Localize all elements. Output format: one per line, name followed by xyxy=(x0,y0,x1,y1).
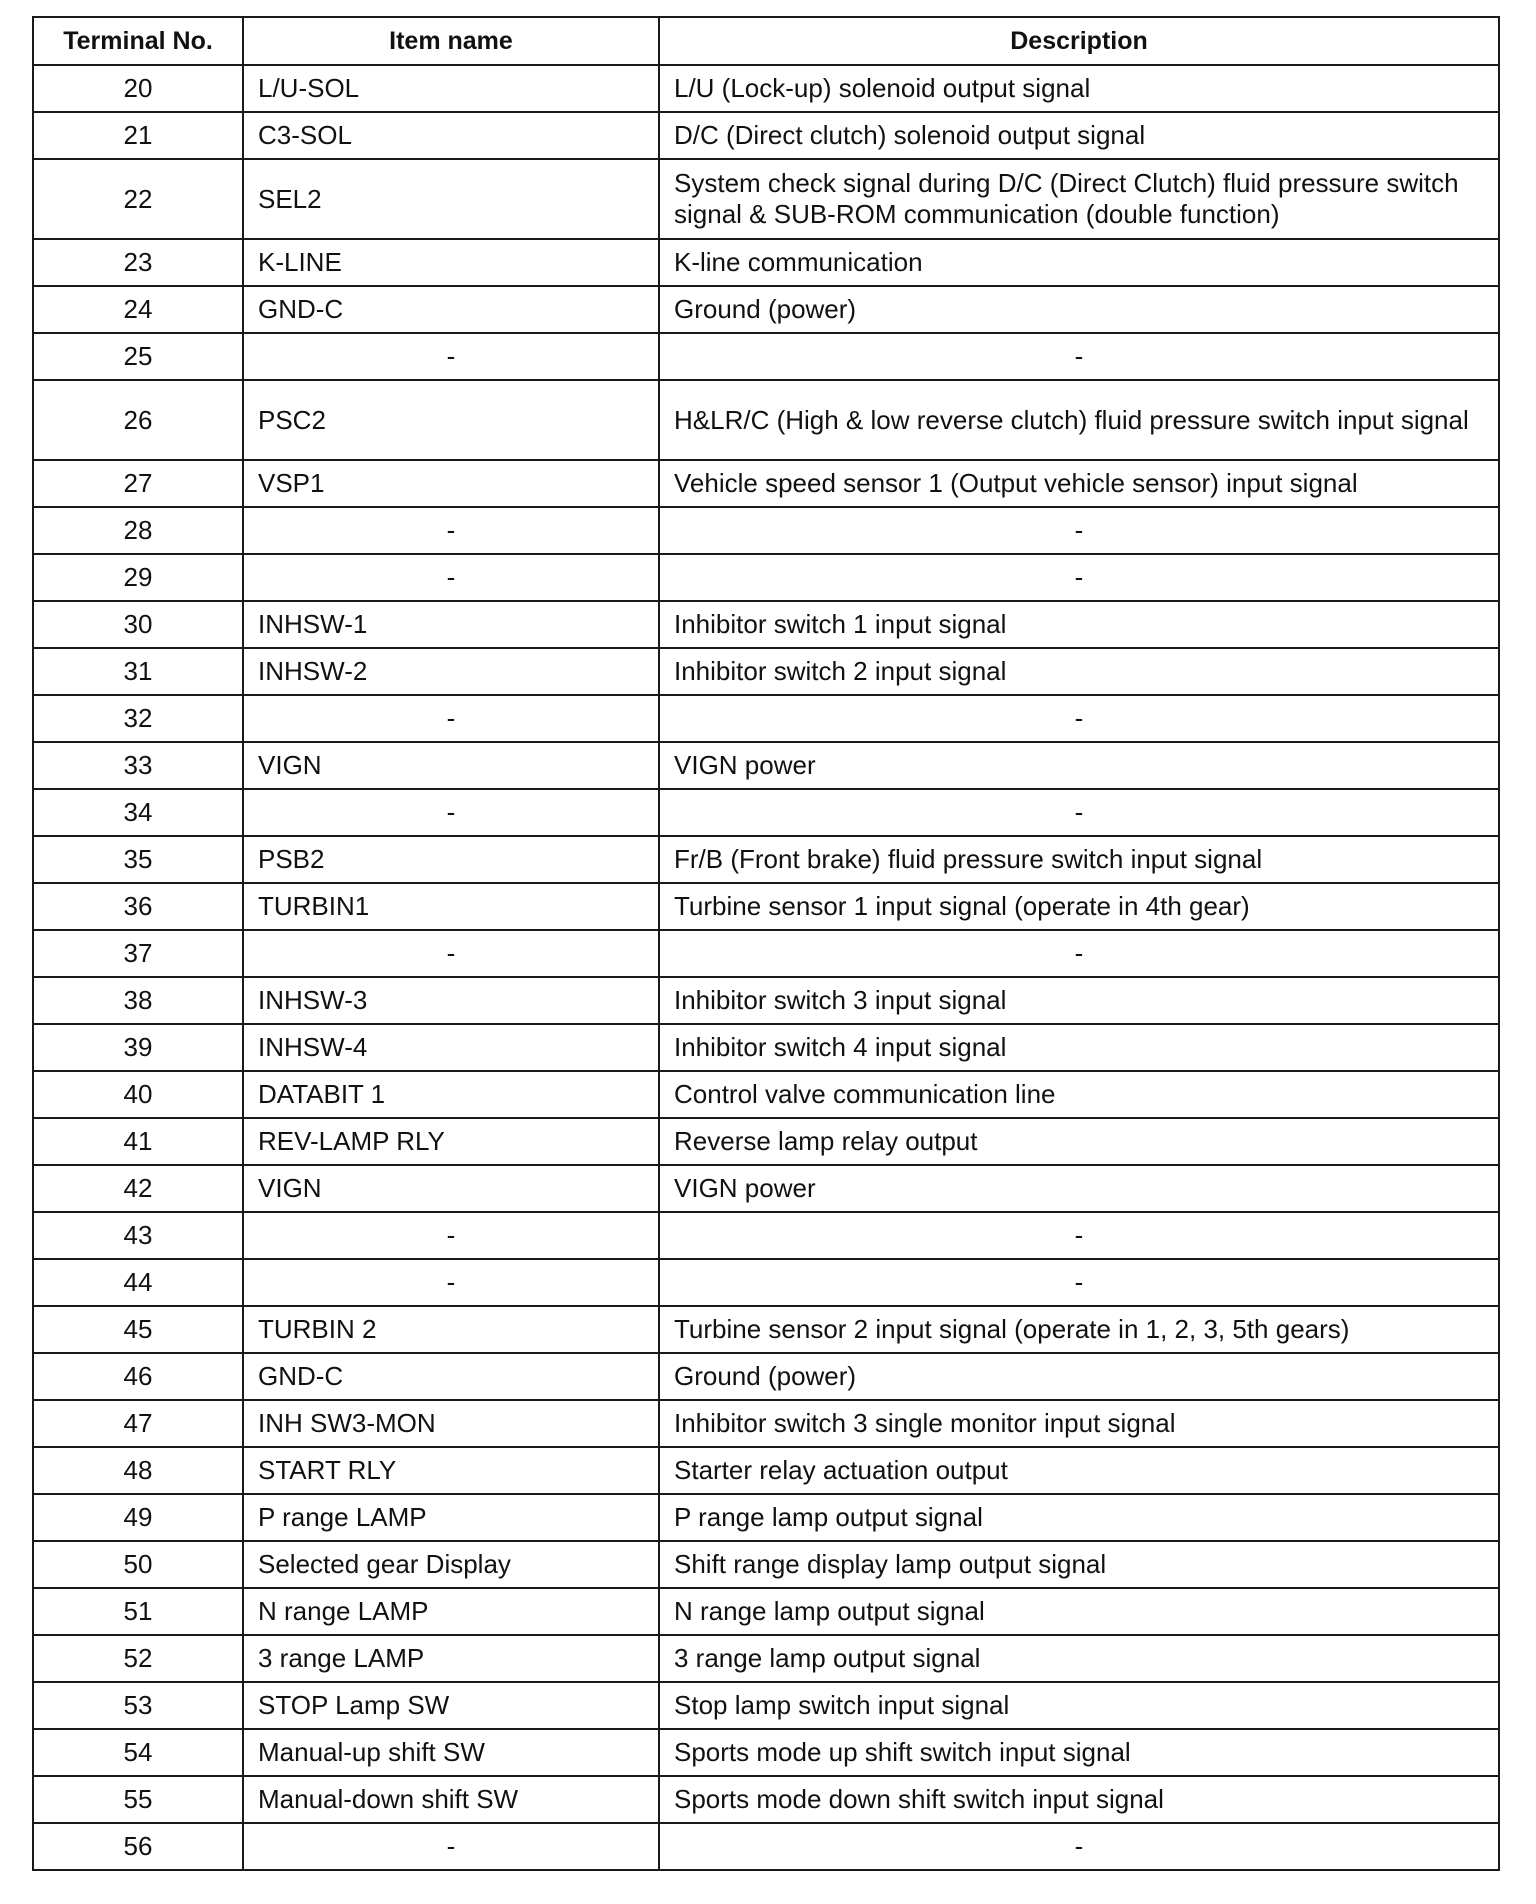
table-row xyxy=(33,789,1499,836)
description: K-line communication xyxy=(659,239,1499,286)
terminal-number: 25 xyxy=(33,333,243,380)
terminal-number: 23 xyxy=(33,239,243,286)
item-name: - xyxy=(243,1259,659,1306)
table-row xyxy=(33,836,1499,883)
table-row xyxy=(33,507,1499,554)
description: Fr/B (Front brake) fluid pressure switch input signal xyxy=(659,836,1499,883)
description: Vehicle speed sensor 1 (Output vehicle sensor) input signal xyxy=(659,460,1499,507)
table-row xyxy=(33,1447,1499,1494)
terminal-number: 45 xyxy=(33,1306,243,1353)
table-row xyxy=(33,1071,1499,1118)
item-name: VIGN xyxy=(243,1165,659,1212)
table-row xyxy=(33,1541,1499,1588)
item-name: P range LAMP xyxy=(243,1494,659,1541)
terminal-number: 42 xyxy=(33,1165,243,1212)
item-name: - xyxy=(243,507,659,554)
description: Turbine sensor 2 input signal (operate in 1, 2, 3, 5th gears) xyxy=(659,1306,1499,1353)
terminal-number: 32 xyxy=(33,695,243,742)
terminal-number: 50 xyxy=(33,1541,243,1588)
description: Sports mode up shift switch input signal xyxy=(659,1729,1499,1776)
item-name: - xyxy=(243,333,659,380)
header-terminal-no: Terminal No. xyxy=(33,17,243,65)
description: - xyxy=(659,333,1499,380)
terminal-number: 35 xyxy=(33,836,243,883)
terminal-number: 49 xyxy=(33,1494,243,1541)
terminal-number: 36 xyxy=(33,883,243,930)
terminal-number: 47 xyxy=(33,1400,243,1447)
table-row xyxy=(33,460,1499,507)
item-name: REV-LAMP RLY xyxy=(243,1118,659,1165)
item-name: TURBIN1 xyxy=(243,883,659,930)
item-name: - xyxy=(243,1212,659,1259)
table-row xyxy=(33,1635,1499,1682)
item-name: VSP1 xyxy=(243,460,659,507)
terminal-number: 37 xyxy=(33,930,243,977)
terminal-number: 51 xyxy=(33,1588,243,1635)
description: P range lamp output signal xyxy=(659,1494,1499,1541)
table-row xyxy=(33,1729,1499,1776)
description: - xyxy=(659,507,1499,554)
terminal-number: 21 xyxy=(33,112,243,159)
table-row xyxy=(33,159,1499,239)
table-row xyxy=(33,380,1499,460)
table-row xyxy=(33,1306,1499,1353)
terminal-number: 39 xyxy=(33,1024,243,1071)
item-name: C3-SOL xyxy=(243,112,659,159)
terminal-number: 27 xyxy=(33,460,243,507)
table-row xyxy=(33,286,1499,333)
table-row xyxy=(33,742,1499,789)
description: Inhibitor switch 3 single monitor input signal xyxy=(659,1400,1499,1447)
header-row xyxy=(33,17,1499,65)
item-name: PSC2 xyxy=(243,380,659,460)
table-row xyxy=(33,239,1499,286)
item-name: - xyxy=(243,789,659,836)
terminal-number: 38 xyxy=(33,977,243,1024)
table-row xyxy=(33,648,1499,695)
item-name: PSB2 xyxy=(243,836,659,883)
table-row xyxy=(33,1259,1499,1306)
description: Starter relay actuation output xyxy=(659,1447,1499,1494)
terminal-number: 20 xyxy=(33,65,243,112)
table-row xyxy=(33,1212,1499,1259)
table-row xyxy=(33,65,1499,112)
item-name: INHSW-4 xyxy=(243,1024,659,1071)
item-name: L/U-SOL xyxy=(243,65,659,112)
table-row xyxy=(33,1024,1499,1071)
terminal-number: 34 xyxy=(33,789,243,836)
terminal-number: 43 xyxy=(33,1212,243,1259)
terminal-number: 48 xyxy=(33,1447,243,1494)
item-name: GND-C xyxy=(243,1353,659,1400)
description: - xyxy=(659,789,1499,836)
table-body xyxy=(33,65,1499,1870)
table-row xyxy=(33,1776,1499,1823)
terminal-number: 40 xyxy=(33,1071,243,1118)
description: - xyxy=(659,695,1499,742)
item-name: SEL2 xyxy=(243,159,659,239)
terminal-number: 22 xyxy=(33,159,243,239)
terminal-number: 54 xyxy=(33,1729,243,1776)
description: 3 range lamp output signal xyxy=(659,1635,1499,1682)
table-row xyxy=(33,930,1499,977)
table-row xyxy=(33,333,1499,380)
description: Inhibitor switch 1 input signal xyxy=(659,601,1499,648)
table-row xyxy=(33,601,1499,648)
terminal-table xyxy=(32,16,1500,1871)
table-row xyxy=(33,1823,1499,1870)
table-row xyxy=(33,554,1499,601)
description: VIGN power xyxy=(659,742,1499,789)
table-row xyxy=(33,1682,1499,1729)
item-name: INHSW-3 xyxy=(243,977,659,1024)
terminal-number: 53 xyxy=(33,1682,243,1729)
terminal-number: 55 xyxy=(33,1776,243,1823)
terminal-number: 56 xyxy=(33,1823,243,1870)
table-row xyxy=(33,1494,1499,1541)
description: - xyxy=(659,1823,1499,1870)
item-name: INHSW-2 xyxy=(243,648,659,695)
item-name: START RLY xyxy=(243,1447,659,1494)
item-name: 3 range LAMP xyxy=(243,1635,659,1682)
terminal-number: 46 xyxy=(33,1353,243,1400)
item-name: Manual-up shift SW xyxy=(243,1729,659,1776)
header-item-name: Item name xyxy=(243,17,659,65)
description: N range lamp output signal xyxy=(659,1588,1499,1635)
table-row xyxy=(33,1353,1499,1400)
item-name: INHSW-1 xyxy=(243,601,659,648)
description: D/C (Direct clutch) solenoid output signal xyxy=(659,112,1499,159)
description: Ground (power) xyxy=(659,1353,1499,1400)
table-row xyxy=(33,1400,1499,1447)
terminal-number: 52 xyxy=(33,1635,243,1682)
item-name: - xyxy=(243,1823,659,1870)
table-row xyxy=(33,1588,1499,1635)
table-row xyxy=(33,112,1499,159)
description: System check signal during D/C (Direct Clutch) fluid pressure switch signal & SUB-ROM communication (double function) xyxy=(659,159,1499,239)
item-name: Manual-down shift SW xyxy=(243,1776,659,1823)
description: - xyxy=(659,1259,1499,1306)
description: - xyxy=(659,554,1499,601)
item-name: STOP Lamp SW xyxy=(243,1682,659,1729)
item-name: INH SW3-MON xyxy=(243,1400,659,1447)
description: H&LR/C (High & low reverse clutch) fluid pressure switch input signal xyxy=(659,380,1499,460)
item-name: VIGN xyxy=(243,742,659,789)
table-row xyxy=(33,1165,1499,1212)
description: L/U (Lock-up) solenoid output signal xyxy=(659,65,1499,112)
item-name: K-LINE xyxy=(243,239,659,286)
item-name: - xyxy=(243,930,659,977)
description: Inhibitor switch 4 input signal xyxy=(659,1024,1499,1071)
item-name: - xyxy=(243,554,659,601)
description: Turbine sensor 1 input signal (operate in 4th gear) xyxy=(659,883,1499,930)
terminal-number: 28 xyxy=(33,507,243,554)
description: - xyxy=(659,930,1499,977)
description: Inhibitor switch 3 input signal xyxy=(659,977,1499,1024)
description: Inhibitor switch 2 input signal xyxy=(659,648,1499,695)
terminal-number: 26 xyxy=(33,380,243,460)
table-row xyxy=(33,977,1499,1024)
item-name: N range LAMP xyxy=(243,1588,659,1635)
description: Control valve communication line xyxy=(659,1071,1499,1118)
header-description: Description xyxy=(659,17,1499,65)
description: - xyxy=(659,1212,1499,1259)
item-name: - xyxy=(243,695,659,742)
terminal-number: 33 xyxy=(33,742,243,789)
description: VIGN power xyxy=(659,1165,1499,1212)
description: Ground (power) xyxy=(659,286,1499,333)
description: Stop lamp switch input signal xyxy=(659,1682,1499,1729)
terminal-number: 41 xyxy=(33,1118,243,1165)
description: Shift range display lamp output signal xyxy=(659,1541,1499,1588)
description: Reverse lamp relay output xyxy=(659,1118,1499,1165)
terminal-number: 31 xyxy=(33,648,243,695)
terminal-number: 44 xyxy=(33,1259,243,1306)
item-name: Selected gear Display xyxy=(243,1541,659,1588)
terminal-number: 24 xyxy=(33,286,243,333)
table-row xyxy=(33,1118,1499,1165)
terminal-number: 30 xyxy=(33,601,243,648)
table-row xyxy=(33,883,1499,930)
description: Sports mode down shift switch input signal xyxy=(659,1776,1499,1823)
item-name: GND-C xyxy=(243,286,659,333)
table-header xyxy=(33,17,1499,65)
item-name: DATABIT 1 xyxy=(243,1071,659,1118)
item-name: TURBIN 2 xyxy=(243,1306,659,1353)
table-row xyxy=(33,695,1499,742)
terminal-number: 29 xyxy=(33,554,243,601)
